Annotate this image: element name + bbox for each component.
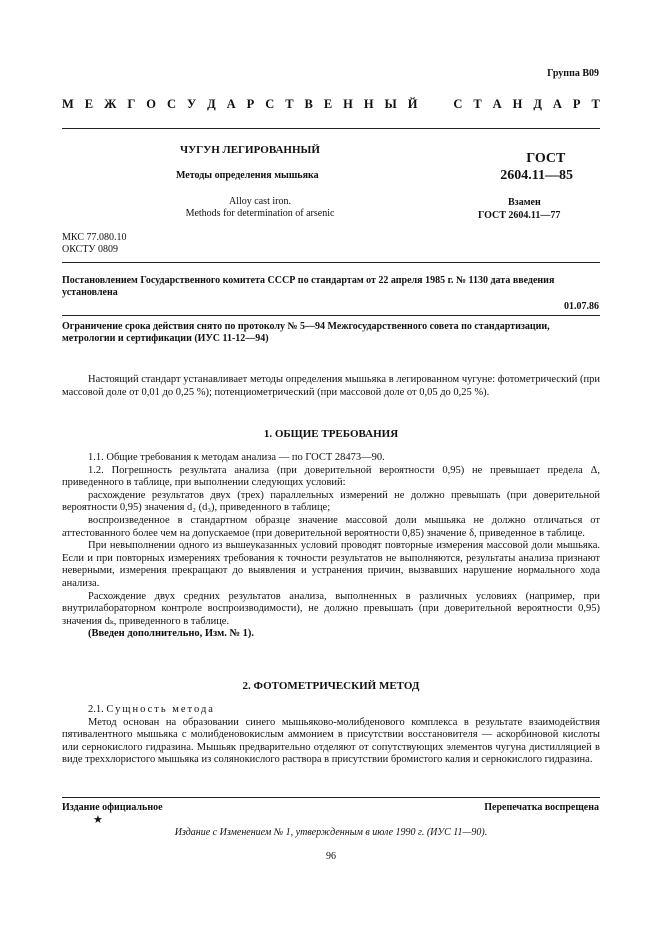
banner-letter: С — [265, 97, 275, 111]
footer-rule — [62, 797, 600, 798]
banner-letter: Н — [512, 97, 523, 111]
okstu-code: ОКСТУ 0809 — [62, 244, 119, 255]
intro-text: Настоящий стандарт устанавливает методы определения мышьяка в легированном чугуне: фотометрический (при массовой доле от 0,01 до 0,25 %); потенциометрический (при массовой доле от 0,05 до 0,25 %). — [62, 374, 600, 398]
replaces-value: ГОСТ 2604.11—77 — [478, 210, 561, 221]
section2-p1: Метод основан на образовании синего мышьяково-молибденового комплекса в результате взаимодействия пятивалентного мышьяка с молибденовокислым аммонием в присутствии восстановителя — аскорбиновой кислоты или сернокислого гидразина. Мышьяк предварительно отделяют от сопутствующих элементов чугуна дистилляцией в виде треххлористого мышьяка из солянокислого раствора в присутствии бромистого калия и сернокислого гидразина. — [62, 716, 600, 766]
banner-letter: Р — [572, 97, 581, 111]
section1-p4: воспроизведенное в стандартном образце значение массовой доли мышьяка не должно отличаться от аттестованного более чем на допускаемое (при доверительной вероятности 0,85) значение δ, приведенное в таблице. — [62, 514, 600, 539]
restriction-text: Ограничение срока действия снято по протоколу № 5—94 Межгосударственного совета по стандартизации, метрологии и сертификации (ИУС 11-12—94) — [62, 321, 550, 344]
official-edition-label: Издание официальное — [62, 802, 163, 813]
banner-letter: Г — [127, 97, 136, 111]
section1-p1: 1.1. Общие требования к методам анализа — по ГОСТ 28473—90. — [88, 452, 385, 463]
date-rule — [62, 315, 600, 316]
star-icon: ★ — [93, 814, 103, 826]
banner-letter: С — [453, 97, 463, 111]
banner-letter: В — [304, 97, 313, 111]
replaces-block — [478, 196, 560, 222]
header-rule — [62, 128, 600, 129]
banner-letter: О — [146, 97, 157, 111]
edition-note: Издание с Изменением № 1, утвержденным в июле 1990 г. (ИУС 11—90). — [174, 827, 488, 838]
banner-letter: Ж — [104, 97, 117, 111]
english-title — [160, 196, 360, 220]
section1-p2: 1.2. Погрешность результата анализа (при доверительной вероятности 0,95) не превышает предела Δ, приведенного в таблице, при выполнении следующих условий: — [62, 464, 600, 489]
banner-letter: Р — [246, 97, 255, 111]
banner-letter: Е — [84, 97, 94, 111]
mks-code: МКС 77.080.10 — [62, 232, 127, 243]
banner-letter: Н — [343, 97, 353, 111]
banner-letter: Е — [323, 97, 333, 111]
document-title: ЧУГУН ЛЕГИРОВАННЫЙ — [180, 144, 320, 156]
standard-banner — [62, 97, 600, 112]
banner-letter: А — [226, 97, 236, 111]
section2-subheading — [62, 704, 600, 717]
group-label: Группа В09 — [547, 68, 599, 79]
section1-p7: (Введен дополнительно, Изм. № 1). — [88, 628, 255, 640]
banner-letter: Т — [473, 97, 482, 111]
banner-letter: Н — [363, 97, 374, 111]
replaces-label: Взамен — [508, 197, 541, 208]
banner-letter: Й — [407, 97, 418, 111]
banner-letter: С — [166, 97, 177, 111]
section1-body — [62, 452, 600, 641]
section2-heading: 2. ФОТОМЕТРИЧЕСКИЙ МЕТОД — [242, 680, 420, 692]
banner-letter: А — [492, 97, 502, 111]
section2-sub-title: Сущность метода — [106, 704, 215, 715]
banner-gap — [428, 97, 442, 112]
banner-letter: М — [62, 97, 74, 111]
gost-designation — [500, 150, 573, 184]
banner-letter: Т — [285, 97, 294, 111]
banner-letter: Ы — [384, 97, 397, 111]
page-number: 96 — [326, 851, 336, 862]
intro-paragraph — [62, 374, 600, 399]
english-title-line1: Alloy cast iron. — [229, 196, 291, 207]
banner-letter: У — [186, 97, 197, 111]
banner-letter: А — [552, 97, 562, 111]
classification-codes — [62, 232, 126, 256]
section1-p3: расхождение результатов двух (трех) параллельных измерений не должно превышать (при доверительной вероятности 0,95) значения d₂ (d₃), приведенного в таблице; — [62, 489, 600, 514]
gost-number: 2604.11—85 — [500, 168, 573, 183]
effective-date: 01.07.86 — [564, 301, 599, 312]
document-subtitle: Методы определения мышьяка — [176, 170, 319, 181]
section1-p6: Расхождение двух средних результатов анализа, выполненных в различных условиях (например, при внутрилабораторном контроле воспроизводимости), не должно превышать (при доверительной вероятности 0,95) значения dₖ, приведенного в таблице. — [62, 590, 600, 627]
english-title-line2: Methods for determination of arsenic — [185, 208, 335, 219]
title-rule — [62, 262, 600, 263]
banner-letter: Д — [207, 97, 216, 111]
decree-text: Постановлением Государственного комитета СССР по стандартам от 22 апреля 1985 г. № 1130 дата введения установлена — [62, 275, 555, 298]
section2-body — [62, 704, 600, 767]
section1-p5: При невыполнении одного из вышеуказанных условий проводят повторные измерения массовой доли мышьяка. Если и при повторных измерениях требования к точности результатов не выполняются, результаты анализа признают неверными, измерения прекращают до выявления и устранения причин, вызвавших нарушение нормального хода анализа. — [62, 540, 600, 589]
banner-letter: Т — [591, 97, 600, 111]
section2-sub-num: 2.1. — [88, 704, 104, 715]
reprint-prohibited-label: Перепечатка воспрещена — [484, 802, 599, 813]
section1-heading: 1. ОБЩИЕ ТРЕБОВАНИЯ — [263, 428, 399, 440]
gost-label: ГОСТ — [526, 151, 566, 166]
banner-letter: Д — [533, 97, 542, 111]
